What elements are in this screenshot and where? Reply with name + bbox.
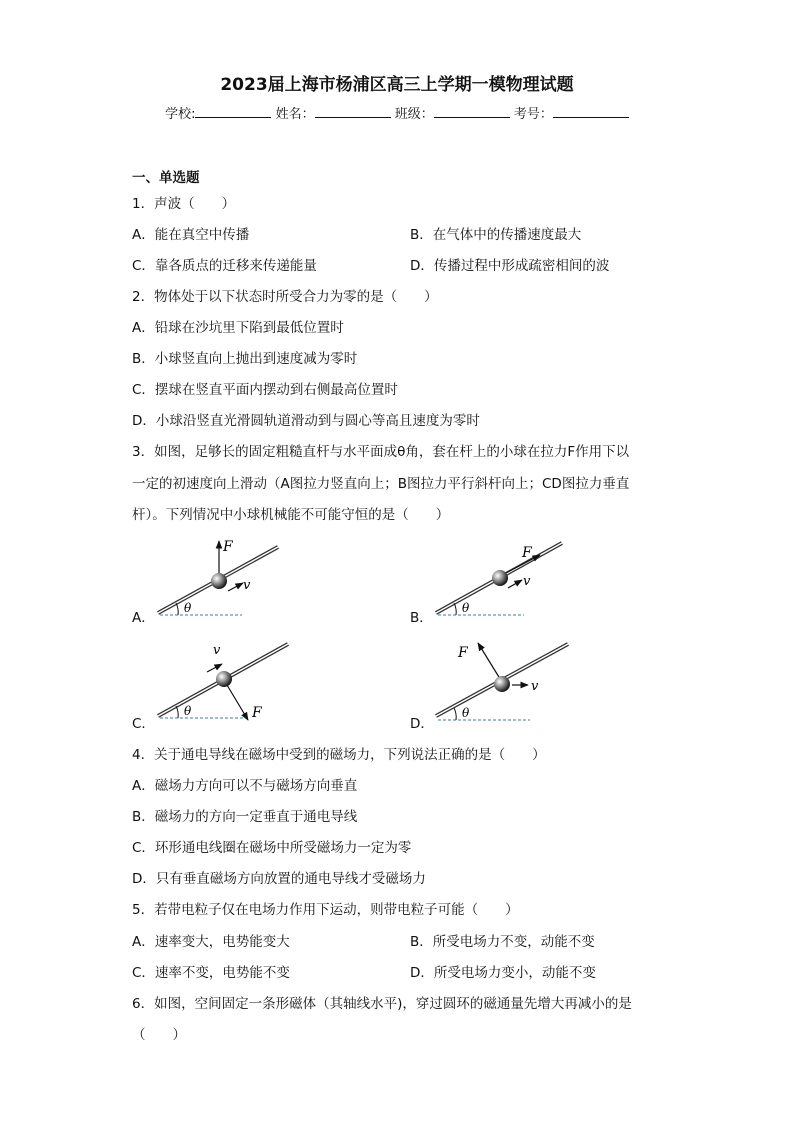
q2-option-d: D．小球沿竖直光滑圆轨道滑动到与圆心等高且速度为零时 (132, 413, 480, 429)
velocity-arrow (207, 664, 222, 672)
q2-option-c: C．摆球在竖直平面内摆动到右侧最高位置时 (132, 382, 398, 398)
q1-option-c: C．靠各质点的迁移来传递能量 (132, 258, 317, 274)
q5-option-d: D．所受电场力变小，动能不变 (410, 965, 596, 981)
ball (492, 570, 508, 586)
q3-option-b-label: B． (410, 610, 433, 626)
force-label: F (458, 645, 468, 661)
force-arrow (478, 643, 502, 682)
q6-stem-line2: （ ） (132, 1027, 186, 1043)
name-label: 姓名： (275, 107, 315, 122)
theta-label: θ (184, 601, 192, 615)
velocity-label: v (531, 679, 539, 694)
q4-option-c: C．环形通电线圈在磁场中所受磁场力一定为零 (132, 840, 412, 856)
q3-figure-b (428, 535, 568, 625)
angle-arc (454, 708, 456, 720)
school-blank[interactable] (195, 104, 271, 118)
force-label: F (522, 545, 532, 561)
q3-stem-line2: 一定的初速度向上滑动（A图拉力竖直向上；B图拉力平行斜杆向上；CD图拉力垂直 (132, 476, 630, 492)
q4-option-d: D．只有垂直磁场方向放置的通电导线才受磁场力 (132, 871, 426, 887)
q3-stem-line3: 杆）。下列情况中小球机械能不可能守恒的是（ ） (132, 507, 450, 523)
velocity-label: v (243, 578, 251, 593)
exam-no-label: 考号： (513, 107, 553, 122)
q2-option-a: A．铅球在沙坑里下陷到最低位置时 (132, 320, 344, 336)
q3-figure-c (150, 638, 300, 730)
q5-option-b: B．所受电场力不变，动能不变 (410, 934, 595, 950)
q3-option-a-label: A． (132, 610, 155, 626)
exam-title: 2023届上海市杨浦区高三上学期一模物理试题 (220, 75, 574, 95)
q5-option-c: C．速率不变，电势能不变 (132, 965, 290, 981)
exam-no-blank[interactable] (553, 104, 629, 118)
class-label: 班级： (394, 107, 434, 122)
angle-arc (176, 603, 178, 615)
ball (216, 671, 232, 687)
q1-option-d: D．传播过程中形成疏密相间的波 (410, 258, 610, 274)
q5-option-a: A．速率变大，电势能变大 (132, 934, 290, 950)
school-label: 学校: (165, 107, 196, 122)
velocity-arrow (228, 583, 243, 591)
velocity-label: v (523, 574, 531, 589)
theta-label: θ (462, 601, 470, 615)
q4-option-a: A．磁场力方向可以不与磁场方向垂直 (132, 778, 358, 794)
q3-figure-d (428, 638, 578, 730)
q2-stem: 2．物体处于以下状态时所受合力为零的是（ ） (132, 289, 438, 305)
q3-figure-a (150, 535, 290, 625)
theta-label: θ (462, 706, 470, 720)
angle-arc (176, 706, 178, 718)
angle-arc (454, 603, 456, 615)
ball (211, 573, 227, 589)
q3-stem-line1: 3．如图，足够长的固定粗糙直杆与水平面成θ角，套在杆上的小球在拉力F作用下以 (132, 444, 630, 460)
velocity-arrow (508, 580, 522, 588)
section-heading: 一、单选题 (132, 170, 200, 186)
class-blank[interactable] (434, 104, 510, 118)
q1-option-b: B．在气体中的传播速度最大 (410, 227, 582, 243)
q4-stem: 4．关于通电导线在磁场中受到的磁场力，下列说法正确的是（ ） (132, 747, 546, 763)
q1-stem: 1．声波（ ） (132, 196, 236, 212)
force-label: F (223, 539, 233, 555)
q5-stem: 5．若带电粒子仅在电场力作用下运动，则带电粒子可能（ ） (132, 902, 519, 918)
q2-option-b: B．小球竖直向上抛出到速度减为零时 (132, 351, 358, 367)
ball (494, 676, 510, 692)
q3-option-c-label: C． (132, 716, 155, 732)
q3-option-d-label: D． (410, 716, 434, 732)
velocity-label: v (213, 643, 221, 658)
student-info-row (0, 103, 794, 122)
q4-option-b: B．磁场力的方向一定垂直于通电导线 (132, 809, 358, 825)
name-blank[interactable] (315, 104, 391, 118)
theta-label: θ (184, 704, 192, 718)
q1-option-a: A．能在真空中传播 (132, 227, 250, 243)
q6-stem-line1: 6．如图，空间固定一条形磁体（其轴线水平)，穿过圆环的磁通量先增大再减小的是 (132, 996, 632, 1012)
force-label: F (252, 705, 262, 721)
